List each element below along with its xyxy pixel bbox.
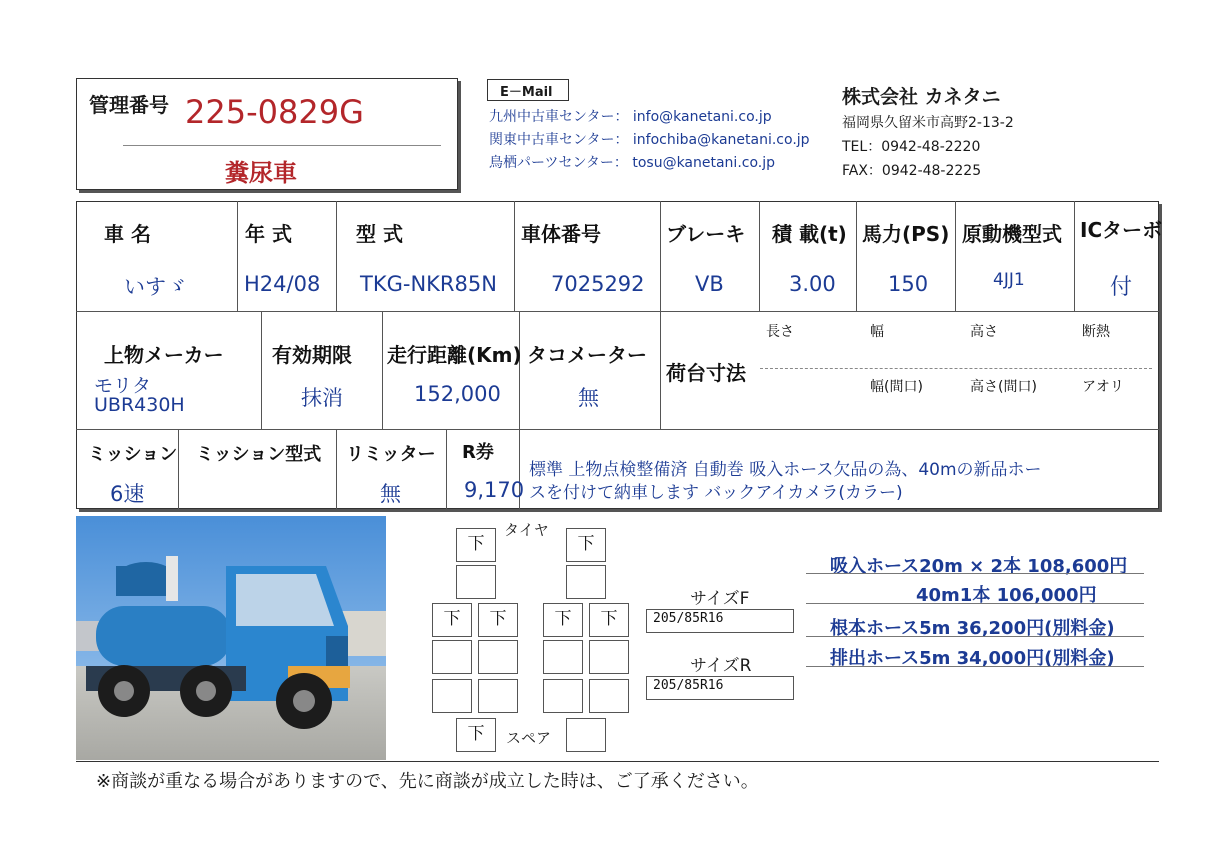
value-mission: 6速 [110,482,145,506]
value-r-ticket: 9,170 [464,478,525,502]
email-link[interactable]: infochiba@kanetani.co.jp [632,132,810,148]
size-f-value: 205/85R16 [646,609,794,633]
option-item: 根本ホース5m 36,200円(別料金) [830,618,1115,639]
label-mission: ミッション [88,444,178,465]
tire-front-right-2 [566,565,606,599]
value-limiter: 無 [380,482,401,506]
tire-rear-left-inner: 下 [478,603,518,637]
row-divider [76,429,1159,430]
tire-slot [589,640,629,674]
col-divider [261,311,262,429]
bed-height: 高さ [970,324,998,340]
tire-slot [543,640,583,674]
tire-slot [478,640,518,674]
bed-opening-width: 幅(間口) [870,379,923,395]
email-center-label: 関東中古車センター： [489,132,629,148]
label-mission-type: ミッション型式 [196,444,322,465]
label-r-ticket: R券 [462,442,494,463]
col-divider [336,201,337,311]
management-label: 管理番号 [89,93,169,117]
vehicle-photo [76,516,386,760]
tire-slot [543,679,583,713]
col-divider [660,201,661,311]
label-engine: 原動機型式 [962,222,1062,246]
value-mileage: 152,000 [414,382,501,406]
email-center-label: 九州中古車センター： [489,109,629,125]
label-tachometer: タコメーター [527,343,647,367]
vehicle-category: 糞尿車 [225,159,297,187]
tire-front-right: 下 [566,528,606,562]
footer-note: ※商談が重なる場合がありますので、先に商談が成立した時は、ご了承ください。 [96,771,759,792]
remarks-line-1: 標準 上物点検整備済 自動巻 吸入ホース欠品の為、40mの新品ホー [529,460,1042,480]
value-load: 3.00 [789,272,836,296]
company-name: 株式会社 カネタニ [842,86,1001,108]
value-turbo: 付 [1110,275,1133,300]
value-engine: 4JJ1 [993,270,1025,290]
col-divider [856,201,857,311]
col-divider [660,311,661,429]
management-divider [123,145,441,146]
tire-spare-right [566,718,606,752]
bed-dash-line [760,368,1152,369]
label-load: 積 載(t) [772,222,847,246]
email-center-label: 鳥栖パーツセンター： [489,155,628,171]
company-tel: TEL：0942-48-2220 [842,139,981,155]
option-item: 排出ホース5m 34,000円(別料金) [830,648,1115,669]
tire-label: タイヤ [504,521,549,539]
option-item: 吸入ホース20m × 2本 108,600円 [830,556,1128,577]
value-car-name: いすゞ [124,275,187,299]
tire-front-left: 下 [456,528,496,562]
col-divider [1074,201,1075,311]
option-underline [806,573,1144,574]
label-turbo: ICターボ [1080,218,1163,242]
bed-side-gate: アオリ [1082,379,1124,395]
tire-rear-right-inner: 下 [543,603,583,637]
tire-rear-right-outer: 下 [589,603,629,637]
tire-spare-left: 下 [456,718,496,752]
email-link[interactable]: info@kanetani.co.jp [632,109,772,125]
label-brake: ブレーキ [666,222,746,246]
label-power: 馬力(PS) [862,222,950,246]
col-divider [382,311,383,429]
value-tachometer: 無 [578,386,599,410]
value-power: 150 [888,272,929,296]
row-divider [76,311,1159,312]
col-divider [446,429,447,509]
size-r-label: サイズR [690,656,752,676]
email-link[interactable]: tosu@kanetani.co.jp [632,155,776,171]
company-fax: FAX：0942-48-2225 [842,163,982,179]
label-year: 年 式 [245,222,292,246]
remarks-line-2: スを付けて納車します バックアイカメラ(カラー) [529,483,903,503]
value-year: H24/08 [244,272,321,296]
value-brake: VB [695,272,724,296]
value-model: TKG-NKR85N [360,272,497,296]
spare-label: スペア [506,729,552,747]
option-underline [806,603,1144,604]
email-list [489,106,810,175]
label-car-name: 車 名 [104,222,151,246]
size-f-label: サイズF [690,589,750,609]
label-chassis: 車体番号 [521,222,601,246]
label-model: 型 式 [356,222,403,246]
value-inspection: 抹消 [301,386,343,410]
option-underline [806,636,1144,637]
label-mileage: 走行距離(Km) [387,343,522,367]
email-title-box [487,79,569,101]
col-divider [759,201,760,311]
size-r-value: 205/85R16 [646,676,794,700]
bed-width: 幅 [870,324,884,340]
bottom-rule [76,761,1159,762]
tire-slot [432,679,472,713]
company-address: 福岡県久留米市高野2-13-2 [842,115,1014,131]
tire-slot [478,679,518,713]
bed-opening-height: 高さ(間口) [970,379,1037,395]
col-divider [178,429,179,509]
value-body-maker-model: UBR430H [94,394,185,416]
col-divider [955,201,956,311]
tire-slot [589,679,629,713]
col-divider [519,311,520,429]
management-number: 225-0829G [185,93,364,131]
label-inspection: 有効期限 [272,343,352,367]
label-bed-size: 荷台寸法 [666,361,746,385]
bed-length: 長さ [766,324,794,340]
label-body-maker: 上物メーカー [104,343,224,367]
tire-front-left-2 [456,565,496,599]
tire-rear-left-outer: 下 [432,603,472,637]
option-item: 40m1本 106,000円 [916,585,1097,606]
value-chassis: 7025292 [551,272,645,296]
label-limiter: リミッター [346,444,436,465]
option-underline [806,666,1144,667]
bed-insulation: 断熱 [1082,324,1110,340]
management-box [76,78,458,190]
tire-slot [432,640,472,674]
email-title: E－Mail [500,85,553,100]
col-divider [237,201,238,311]
col-divider [514,201,515,311]
truck-photo-illustration [76,516,386,760]
value-body-maker-name: モリタ [94,375,152,397]
col-divider [336,429,337,509]
